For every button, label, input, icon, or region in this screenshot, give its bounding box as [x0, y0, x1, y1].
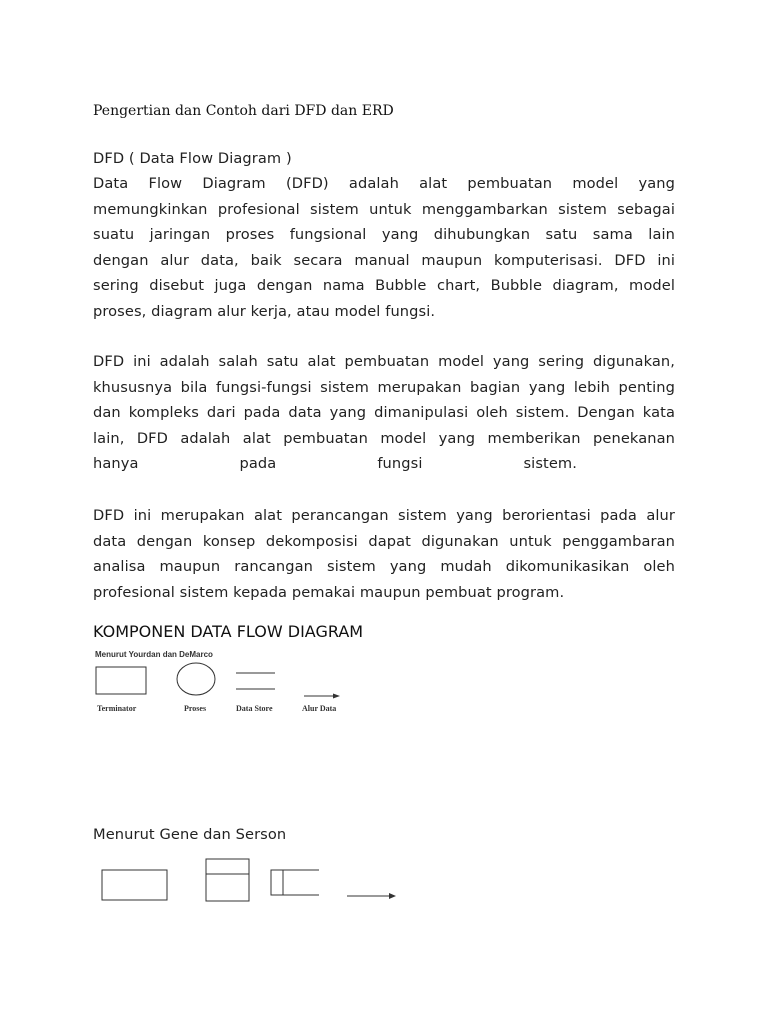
paragraph-line: dan kompleks dari pada data yang dimanipulasi oleh sistem. Dengan kata	[93, 404, 675, 422]
terminator-label: Terminator	[97, 704, 137, 713]
paragraph-line: sering disebut juga dengan nama Bubble chart, Bubble diagram, model	[93, 277, 675, 295]
data-flow-arrowhead	[389, 893, 396, 899]
dfd-symbols-gane-sarson	[95, 855, 415, 915]
dfd-subheading: DFD ( Data Flow Diagram )	[93, 150, 292, 167]
external-entity-symbol	[102, 870, 167, 900]
paragraph-3	[93, 503, 675, 605]
data-store-label: Data Store	[236, 704, 273, 713]
data-flow-arrowhead	[333, 694, 340, 699]
figure-yourdan-demarco	[90, 648, 360, 718]
paragraph-line: proses, diagram alur kerja, atau model fungsi.	[93, 302, 436, 320]
paragraph-line: hanya pada fungsi sistem.	[93, 455, 577, 473]
paragraph-1	[93, 171, 675, 325]
process-label: Proses	[184, 704, 207, 713]
paragraph-line: DFD ini merupakan alat perancangan sistem yang berorientasi pada alur	[93, 507, 675, 524]
paragraph-line: Data Flow Diagram (DFD) adalah alat pembuatan model yang	[93, 175, 675, 192]
paragraph-line: suatu jaringan proses fungsional yang dihubungkan satu sama lain	[93, 226, 675, 244]
section-heading: KOMPONEN DATA FLOW DIAGRAM	[93, 622, 364, 641]
paragraph-line: data dengan konsep dekomposisi dapat digunakan untuk penggambaran	[93, 532, 675, 550]
document-title: Pengertian dan Contoh dari DFD dan ERD	[93, 103, 394, 119]
process-symbol	[206, 859, 249, 901]
paragraph-line: memungkinkan profesional sistem untuk menggambarkan sistem sebagai	[93, 200, 675, 218]
figure-caption: Menurut Yourdan dan DeMarco	[95, 650, 213, 659]
paragraph-line: lain, DFD adalah alat pembuatan model yang memberikan penekanan	[93, 429, 675, 447]
gane-sarson-subheading: Menurut Gene dan Serson	[93, 826, 287, 843]
terminator-symbol	[96, 667, 146, 694]
paragraph-line: dengan alur data, baik secara manual maupun komputerisasi. DFD ini	[93, 251, 675, 269]
process-symbol	[177, 663, 215, 695]
data-flow-label: Alur Data	[302, 704, 337, 713]
paragraph-line: DFD ini adalah salah satu alat pembuatan model yang sering digunakan,	[93, 353, 675, 370]
paragraph-line: khususnya bila fungsi-fungsi sistem merupakan bagian yang lebih penting	[93, 378, 675, 396]
paragraph-line: profesional sistem kepada pemakai maupun pembuat program.	[93, 583, 565, 601]
data-store-symbol	[271, 870, 319, 895]
paragraph-2	[93, 349, 675, 477]
paragraph-line: analisa maupun rancangan sistem yang mudah dikomunikasikan oleh	[93, 558, 675, 576]
